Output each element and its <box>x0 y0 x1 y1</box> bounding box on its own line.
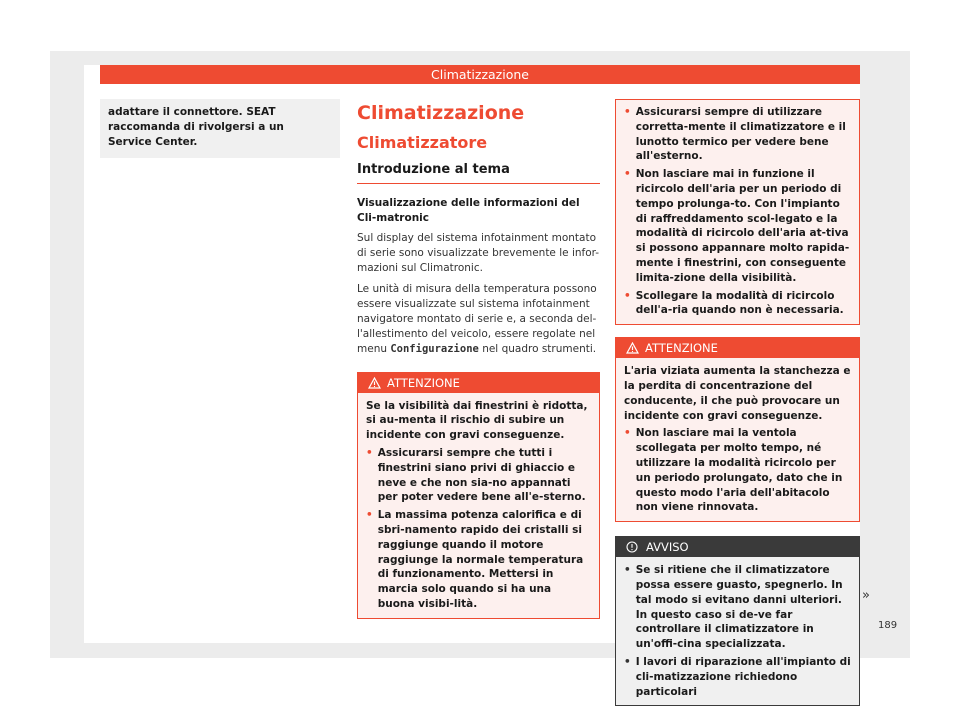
note-box <box>615 536 860 706</box>
warning-label: ATTENZIONE <box>387 375 460 390</box>
list-item <box>624 167 851 285</box>
info-circle-icon <box>626 541 638 553</box>
header-bar: Climatizzazione <box>100 65 860 84</box>
list-item-text: Non lasciare mai in funzione il ricircolo dell'aria per un periodo di tempo prolunga-to. Con l'impianto di raffreddamento scol-legato e la modalità di ricircolo dell'aria at-tiva si possono appannare molto rapida-mente i finestrini, con conseguente limita-zione della visibilità. <box>635 168 850 284</box>
page-number: 189 <box>878 620 898 631</box>
bullet-icon: • <box>624 564 631 577</box>
paragraph-1: Sul display del sistema infotainment montato di serie sono visualizzate brevemente le infor-mazioni sul Climatronic. <box>357 232 600 275</box>
list-item <box>366 508 591 612</box>
note-label: AVVISO <box>646 540 689 555</box>
warning-header <box>616 338 859 358</box>
warning-box-continued <box>615 99 860 325</box>
bullet-icon: • <box>624 168 631 181</box>
list-item <box>366 446 591 505</box>
bullet-icon: • <box>624 106 631 118</box>
intro-box: adattare il connettore. SEAT raccomanda di rivolgersi a un Service Center. <box>100 99 340 158</box>
warning-box <box>357 372 600 619</box>
column-2 <box>357 100 600 619</box>
warning-intro: L'aria viziata aumenta la stanchezza e la perdita di concentrazione del conducente, il che può provocare un incidente con gravi conseguenze. <box>624 365 851 422</box>
list-item-text: Scollegare la modalità di ricircolo dell'a-ria quando non è necessaria. <box>635 289 844 317</box>
warning-label: ATTENZIONE <box>645 341 718 356</box>
list-item-text: Non lasciare mai la ventola scollegata per molto tempo, né utilizzare la modalità ricircolo per un periodo prolungato, dato che in questo modo l'aria dell'abitacolo non viene rinnovata. <box>635 427 843 514</box>
paragraph-2-text-b: nel quadro strumenti. <box>478 343 597 356</box>
list-item-text: Se si ritiene che il climatizzatore possa essere guasto, spegnerlo. In tal modo si evitano danni ulteriori. In questo caso si de-ve far controllare il climatizzatore in un'offi-cina specializzata. <box>635 564 843 651</box>
list-item-text: Assicurarsi sempre che tutti i finestrini siano privi di ghiaccio e neve e che non sia-no appannati per poter vedere bene all'e-sterno. <box>377 447 586 504</box>
subsection-heading: Visualizzazione delle informazioni del Cli-matronic <box>357 197 580 224</box>
column-1 <box>100 99 340 158</box>
bullet-icon: • <box>624 289 631 302</box>
list-item <box>624 563 851 652</box>
warning-triangle-icon <box>368 377 381 389</box>
column-3 <box>615 99 860 706</box>
warning-body <box>358 393 599 618</box>
list-item <box>624 289 851 319</box>
list-item <box>624 426 851 515</box>
bullet-icon: • <box>624 427 631 440</box>
bullet-icon: • <box>624 655 631 668</box>
menu-name: Configurazione <box>390 343 479 356</box>
warning-continued-body <box>616 100 859 324</box>
list-item-text: Assicurarsi sempre di utilizzare corretta-mente il climatizzatore e il lunotto termico per vedere bene all'esterno. <box>635 106 846 163</box>
list-item <box>624 655 851 699</box>
continue-mark: » <box>862 588 870 603</box>
warning-body <box>616 358 859 521</box>
chapter-title: Climatizzazione <box>357 102 525 124</box>
list-item-text: La massima potenza calorifica e di sbri-namento rapido dei cristalli si raggiunge quando il motore raggiunge la normale temperatura di funzionamento. Mettersi in marcia solo quando si ha una buona visibi-lità. <box>377 509 584 610</box>
warning-box-2 <box>615 337 860 522</box>
paragraph-2-text-a: Le unità di misura della temperatura possono essere visualizzate sul sistema infotainment navigatore montato di serie e, a seconda del-l'allestimento del veicolo, essere regolate nel menu <box>357 282 597 356</box>
warning-triangle-icon <box>626 342 639 354</box>
topic-title: Introduzione al tema <box>357 162 600 184</box>
list-item <box>624 105 851 164</box>
bullet-icon: • <box>366 509 373 522</box>
paragraph-2 <box>357 282 600 358</box>
section-title: Climatizzatore <box>357 133 488 152</box>
warning-intro: Se la visibilità dai finestrini è ridotta, si au-menta il rischio di subire un incidente con gravi conseguenze. <box>366 399 588 442</box>
bullet-icon: • <box>366 447 373 460</box>
note-body <box>616 557 859 705</box>
note-header <box>616 537 859 557</box>
list-item-text: I lavori di riparazione all'impianto di cli-matizzazione richiedono particolari <box>635 655 851 698</box>
warning-header <box>358 373 599 393</box>
